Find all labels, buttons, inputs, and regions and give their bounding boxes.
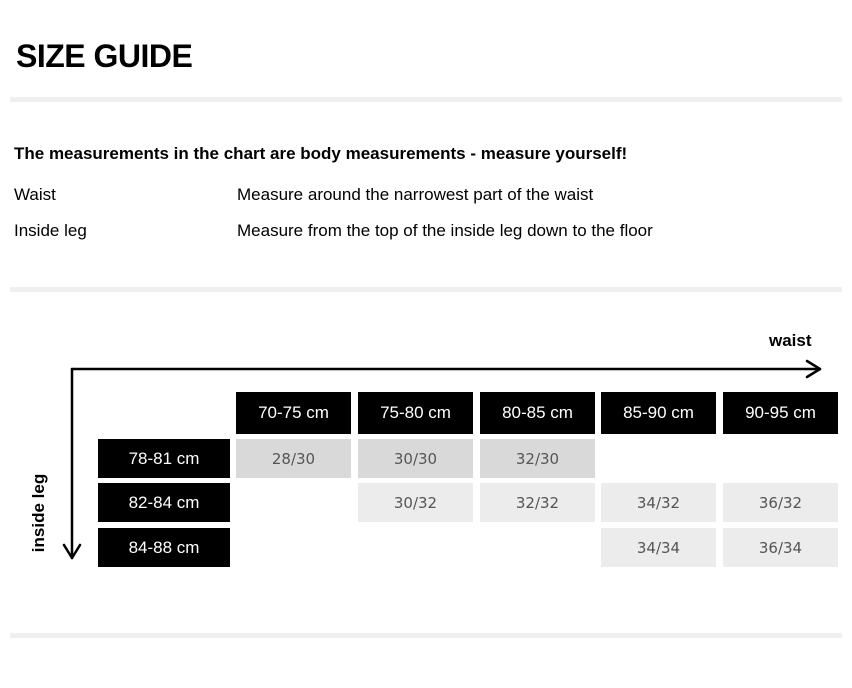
inside-leg-axis-arrow-icon xyxy=(64,369,80,558)
size-cell: 32/32 xyxy=(480,483,595,522)
size-cell: 34/32 xyxy=(601,483,716,522)
size-cell: 32/30 xyxy=(480,439,595,478)
waist-axis-label: waist xyxy=(769,331,812,350)
measurement-term: Waist xyxy=(14,185,56,204)
size-cell: 28/30 xyxy=(236,439,351,478)
leg-size-header: 78-81 cm xyxy=(98,439,230,478)
size-cell: 36/32 xyxy=(723,483,838,522)
leg-size-header: 84-88 cm xyxy=(98,528,230,567)
page-title: SIZE GUIDE xyxy=(16,38,193,74)
leg-size-header: 82-84 cm xyxy=(98,483,230,522)
measurement-description: Measure around the narrowest part of the waist xyxy=(237,185,594,204)
waist-size-header: 75-80 cm xyxy=(358,392,473,434)
waist-axis-arrow-icon xyxy=(72,361,820,377)
size-cell: 30/32 xyxy=(358,483,473,522)
waist-size-header: 80-85 cm xyxy=(480,392,595,434)
waist-size-header: 70-75 cm xyxy=(236,392,351,434)
measurement-term: Inside leg xyxy=(14,221,87,240)
size-cell: 36/34 xyxy=(723,528,838,567)
waist-size-header: 90-95 cm xyxy=(723,392,838,434)
divider xyxy=(10,633,842,638)
measurement-description: Measure from the top of the inside leg down to the floor xyxy=(237,221,653,240)
inside-leg-axis-label: inside leg xyxy=(29,473,48,553)
waist-size-header: 85-90 cm xyxy=(601,392,716,434)
size-cell: 30/30 xyxy=(358,439,473,478)
size-cell: 34/34 xyxy=(601,528,716,567)
intro-text: The measurements in the chart are body measurements - measure yourself! xyxy=(14,144,628,163)
